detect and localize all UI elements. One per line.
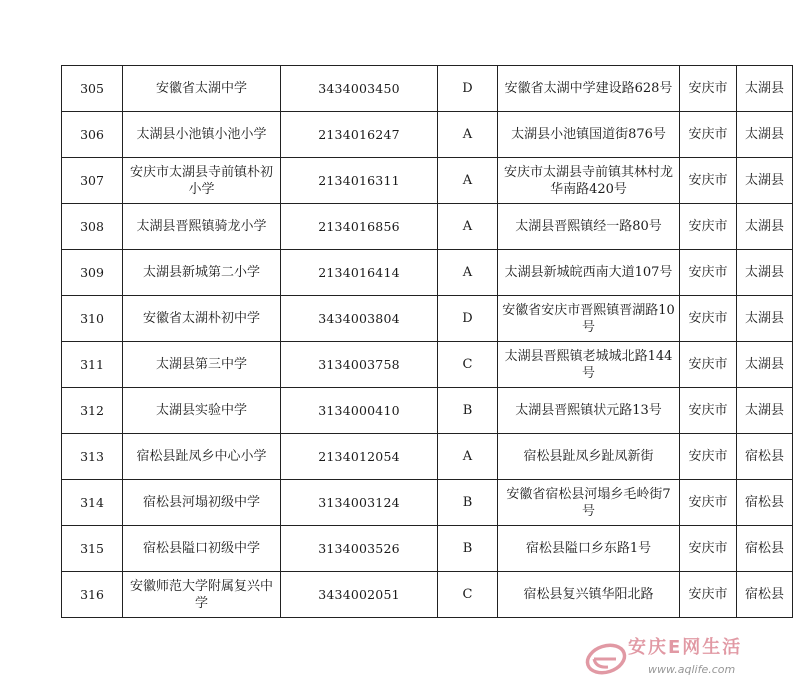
cell-school-name: 宿松县趾凤乡中心小学	[123, 434, 281, 480]
cell-number: 312	[62, 388, 123, 434]
cell-address: 太湖县新城皖西南大道107号	[498, 250, 680, 296]
cell-school-code: 3434003804	[281, 296, 438, 342]
cell-city: 安庆市	[680, 112, 737, 158]
cell-address: 安徽省安庆市晋熙镇晋湖路10号	[498, 296, 680, 342]
cell-school-name: 太湖县新城第二小学	[123, 250, 281, 296]
cell-address: 太湖县小池镇国道街876号	[498, 112, 680, 158]
table-row	[62, 572, 793, 618]
table-row	[62, 526, 793, 572]
table-row	[62, 66, 793, 112]
school-list-table	[61, 65, 793, 618]
cell-number: 308	[62, 204, 123, 250]
cell-city: 安庆市	[680, 526, 737, 572]
table-row	[62, 112, 793, 158]
cell-city: 安庆市	[680, 66, 737, 112]
cell-category: D	[438, 66, 498, 112]
cell-address: 宿松县复兴镇华阳北路	[498, 572, 680, 618]
cell-address: 太湖县晋熙镇状元路13号	[498, 388, 680, 434]
cell-school-code: 2134012054	[281, 434, 438, 480]
cell-county: 太湖县	[737, 158, 793, 204]
cell-number: 310	[62, 296, 123, 342]
cell-school-code: 3134003526	[281, 526, 438, 572]
cell-category: C	[438, 342, 498, 388]
cell-school-code: 3134003758	[281, 342, 438, 388]
cell-school-name: 太湖县第三中学	[123, 342, 281, 388]
table-row	[62, 388, 793, 434]
cell-county: 太湖县	[737, 112, 793, 158]
cell-city: 安庆市	[680, 342, 737, 388]
cell-number: 313	[62, 434, 123, 480]
cell-county: 太湖县	[737, 296, 793, 342]
cell-address: 太湖县晋熙镇老城城北路144号	[498, 342, 680, 388]
cell-city: 安庆市	[680, 296, 737, 342]
cell-school-name: 安徽省太湖中学	[123, 66, 281, 112]
cell-city: 安庆市	[680, 250, 737, 296]
cell-category: A	[438, 112, 498, 158]
cell-category: C	[438, 572, 498, 618]
cell-school-code: 3134000410	[281, 388, 438, 434]
cell-school-name: 安徽省太湖朴初中学	[123, 296, 281, 342]
cell-city: 安庆市	[680, 572, 737, 618]
cell-number: 316	[62, 572, 123, 618]
cell-address: 安庆市太湖县寺前镇其林村龙华南路420号	[498, 158, 680, 204]
cell-school-code: 3434003450	[281, 66, 438, 112]
watermark-title: 安庆E网生活	[628, 637, 743, 658]
cell-city: 安庆市	[680, 434, 737, 480]
cell-school-name: 太湖县实验中学	[123, 388, 281, 434]
cell-school-code: 2134016414	[281, 250, 438, 296]
cell-county: 太湖县	[737, 250, 793, 296]
cell-county: 太湖县	[737, 388, 793, 434]
table-row	[62, 296, 793, 342]
cell-county: 宿松县	[737, 434, 793, 480]
cell-category: B	[438, 480, 498, 526]
cell-city: 安庆市	[680, 480, 737, 526]
cell-number: 315	[62, 526, 123, 572]
cell-category: B	[438, 526, 498, 572]
cell-category: A	[438, 250, 498, 296]
table-row	[62, 204, 793, 250]
cell-county: 宿松县	[737, 572, 793, 618]
cell-category: A	[438, 204, 498, 250]
cell-address: 安徽省宿松县河塌乡毛岭街7号	[498, 480, 680, 526]
cell-county: 宿松县	[737, 480, 793, 526]
table-row	[62, 480, 793, 526]
site-watermark	[582, 633, 792, 685]
cell-school-name: 宿松县隘口初级中学	[123, 526, 281, 572]
cell-category: B	[438, 388, 498, 434]
cell-category: A	[438, 434, 498, 480]
cell-address: 宿松县趾凤乡趾凤新街	[498, 434, 680, 480]
cell-category: A	[438, 158, 498, 204]
watermark-url: www.aqlife.com	[648, 663, 736, 676]
cell-number: 314	[62, 480, 123, 526]
cell-category: D	[438, 296, 498, 342]
table-row	[62, 250, 793, 296]
e-logo-icon	[584, 637, 628, 677]
cell-county: 太湖县	[737, 204, 793, 250]
cell-address: 安徽省太湖中学建设路628号	[498, 66, 680, 112]
cell-school-code: 3434002051	[281, 572, 438, 618]
cell-number: 305	[62, 66, 123, 112]
cell-address: 太湖县晋熙镇经一路80号	[498, 204, 680, 250]
cell-school-name: 太湖县小池镇小池小学	[123, 112, 281, 158]
cell-school-code: 2134016247	[281, 112, 438, 158]
cell-county: 太湖县	[737, 66, 793, 112]
table-body	[62, 66, 793, 618]
table-row	[62, 158, 793, 204]
cell-school-code: 2134016856	[281, 204, 438, 250]
cell-number: 307	[62, 158, 123, 204]
cell-city: 安庆市	[680, 388, 737, 434]
table-row	[62, 342, 793, 388]
table-row	[62, 434, 793, 480]
cell-county: 宿松县	[737, 526, 793, 572]
cell-city: 安庆市	[680, 204, 737, 250]
cell-county: 太湖县	[737, 342, 793, 388]
cell-school-code: 2134016311	[281, 158, 438, 204]
cell-number: 309	[62, 250, 123, 296]
cell-address: 宿松县隘口乡东路1号	[498, 526, 680, 572]
cell-school-code: 3134003124	[281, 480, 438, 526]
cell-school-name: 安徽师范大学附属复兴中学	[123, 572, 281, 618]
cell-number: 311	[62, 342, 123, 388]
cell-city: 安庆市	[680, 158, 737, 204]
cell-number: 306	[62, 112, 123, 158]
cell-school-name: 安庆市太湖县寺前镇朴初小学	[123, 158, 281, 204]
cell-school-name: 宿松县河塌初级中学	[123, 480, 281, 526]
cell-school-name: 太湖县晋熙镇骑龙小学	[123, 204, 281, 250]
